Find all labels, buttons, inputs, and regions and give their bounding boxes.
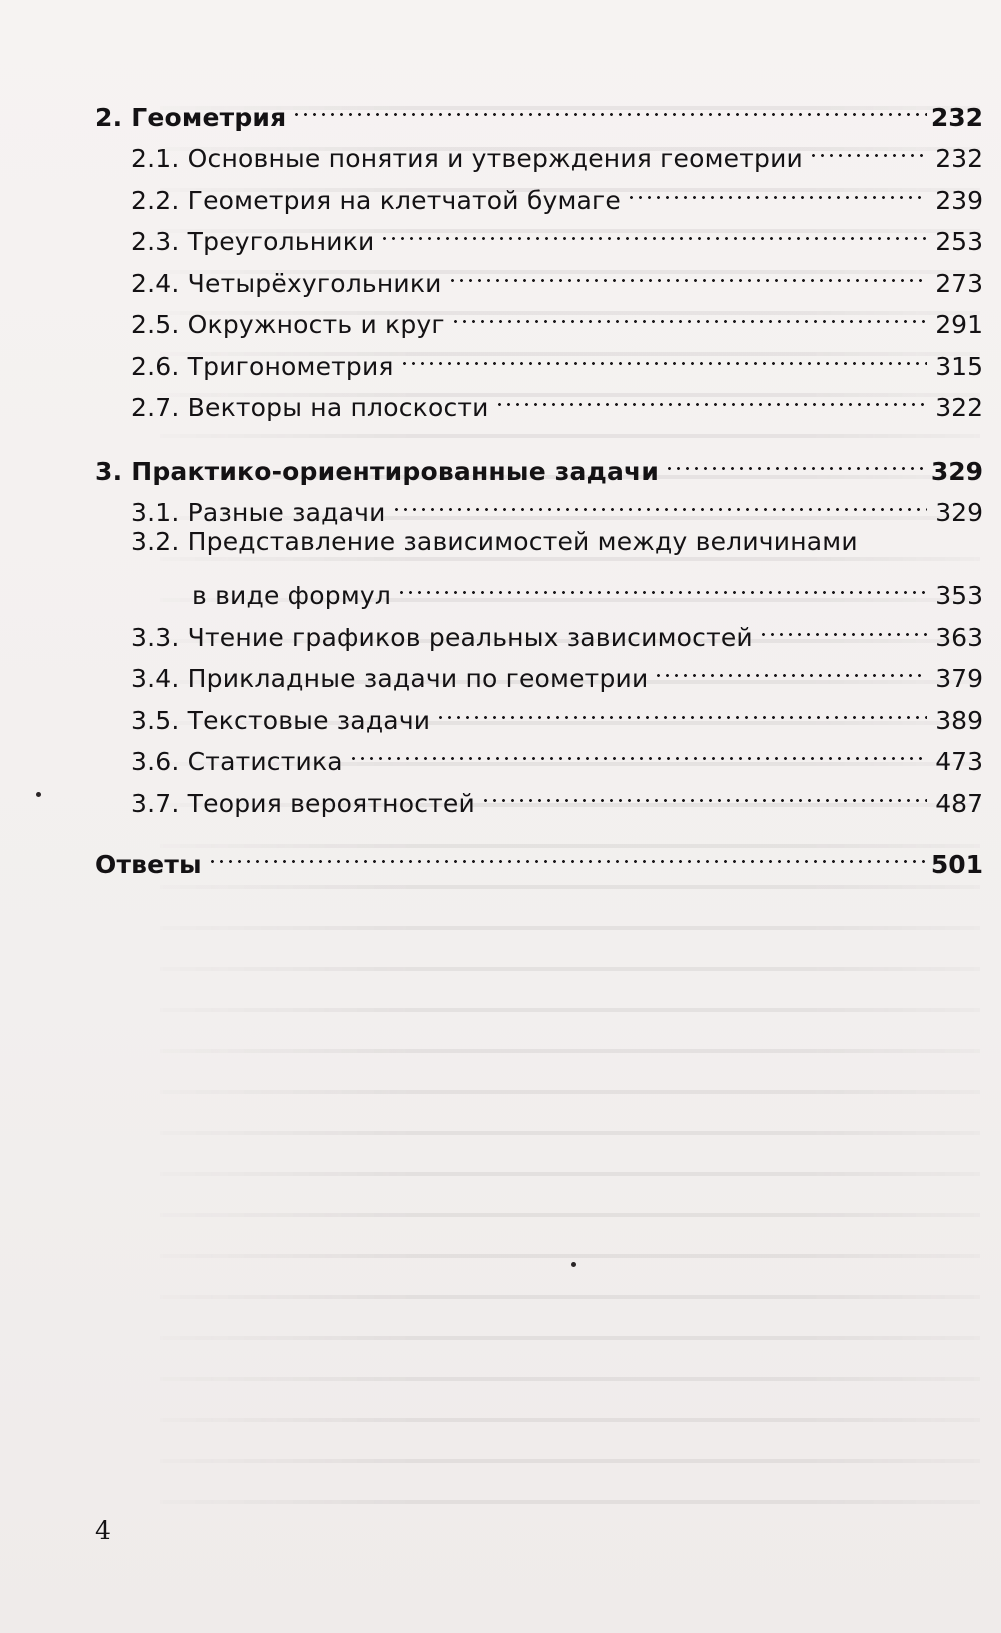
toc-page-number: 501 <box>930 850 983 879</box>
toc-section-title: Ответы <box>95 850 202 879</box>
toc-page-number: 253 <box>935 227 983 256</box>
toc-page-number: 487 <box>935 788 983 818</box>
dot-leader <box>208 832 927 874</box>
toc-page-number: 389 <box>935 705 983 735</box>
toc-page-number: 291 <box>935 310 983 339</box>
dot-leader <box>451 292 927 334</box>
toc-page-number: 239 <box>935 185 983 215</box>
toc-section-geometry[interactable] <box>95 84 983 132</box>
paper-speck <box>36 792 41 797</box>
toc-item-label: 3.1. Разные задачи <box>131 498 386 527</box>
toc-item-label: 3.3. Чтение графиков реальных зависимостей <box>131 622 753 652</box>
toc-section-title: 2. Геометрия <box>95 102 287 132</box>
toc-item-label: 2.6. Тригонометрия <box>131 351 394 381</box>
dot-leader <box>400 333 927 375</box>
dot-leader <box>448 250 927 292</box>
dot-leader <box>665 438 927 480</box>
toc-item-label-continuation: в виде формул <box>192 581 392 610</box>
toc-item-label: 2.7. Векторы на плоскости <box>131 393 489 422</box>
toc-page-number: 322 <box>935 393 983 422</box>
dot-leader <box>495 375 927 417</box>
toc-item-label: 3.7. Теория вероятностей <box>131 788 475 818</box>
page-number: 4 <box>95 1516 111 1545</box>
toc-item-label: 3.6. Статистика <box>131 747 343 776</box>
dot-leader <box>436 687 927 729</box>
dot-leader <box>349 729 927 771</box>
toc-page-number: 329 <box>935 498 983 527</box>
dot-leader <box>397 563 927 605</box>
dot-leader <box>627 167 927 209</box>
dot-leader <box>481 770 927 812</box>
dot-leader <box>292 84 926 126</box>
toc-item-label: 2.2. Геометрия на клетчатой бумаге <box>131 185 621 215</box>
toc-item-label: 2.1. Основные понятия и утверждения геометрии <box>131 144 803 173</box>
toc-item-label: 3.2. Представление зависимостей между величинами <box>131 527 858 556</box>
toc-item-label: 2.5. Окружность и круг <box>131 310 445 339</box>
toc-page-number: 353 <box>935 581 983 610</box>
toc-item-label: 3.5. Текстовые задачи <box>131 705 431 735</box>
table-of-contents <box>95 84 983 879</box>
toc-section-answers[interactable] <box>95 832 983 879</box>
toc-page-number: 232 <box>930 102 983 132</box>
dot-leader <box>654 646 927 688</box>
toc-page-number: 473 <box>935 747 983 776</box>
dot-leader <box>759 604 927 646</box>
toc-section-title: 3. Практико-ориентированные задачи <box>95 456 660 486</box>
toc-page-number: 379 <box>935 664 983 693</box>
toc-item-label: 2.3. Треугольники <box>131 227 375 256</box>
toc-page-number: 273 <box>935 268 983 298</box>
toc-page-number: 232 <box>935 144 983 173</box>
toc-page-number: 363 <box>935 622 983 652</box>
toc-item-label: 3.4. Прикладные задачи по геометрии <box>131 664 649 693</box>
toc-section-practice[interactable] <box>95 438 983 486</box>
toc-item-label: 2.4. Четырёхугольники <box>131 268 442 298</box>
toc-page-number: 329 <box>930 456 983 486</box>
dot-leader <box>809 126 927 168</box>
toc-item-continuation[interactable] <box>95 563 983 610</box>
paper-speck <box>571 1262 576 1267</box>
dot-leader <box>380 209 927 251</box>
toc-item[interactable] <box>95 521 983 563</box>
toc-page-number: 315 <box>935 351 983 381</box>
dot-leader <box>392 480 927 522</box>
